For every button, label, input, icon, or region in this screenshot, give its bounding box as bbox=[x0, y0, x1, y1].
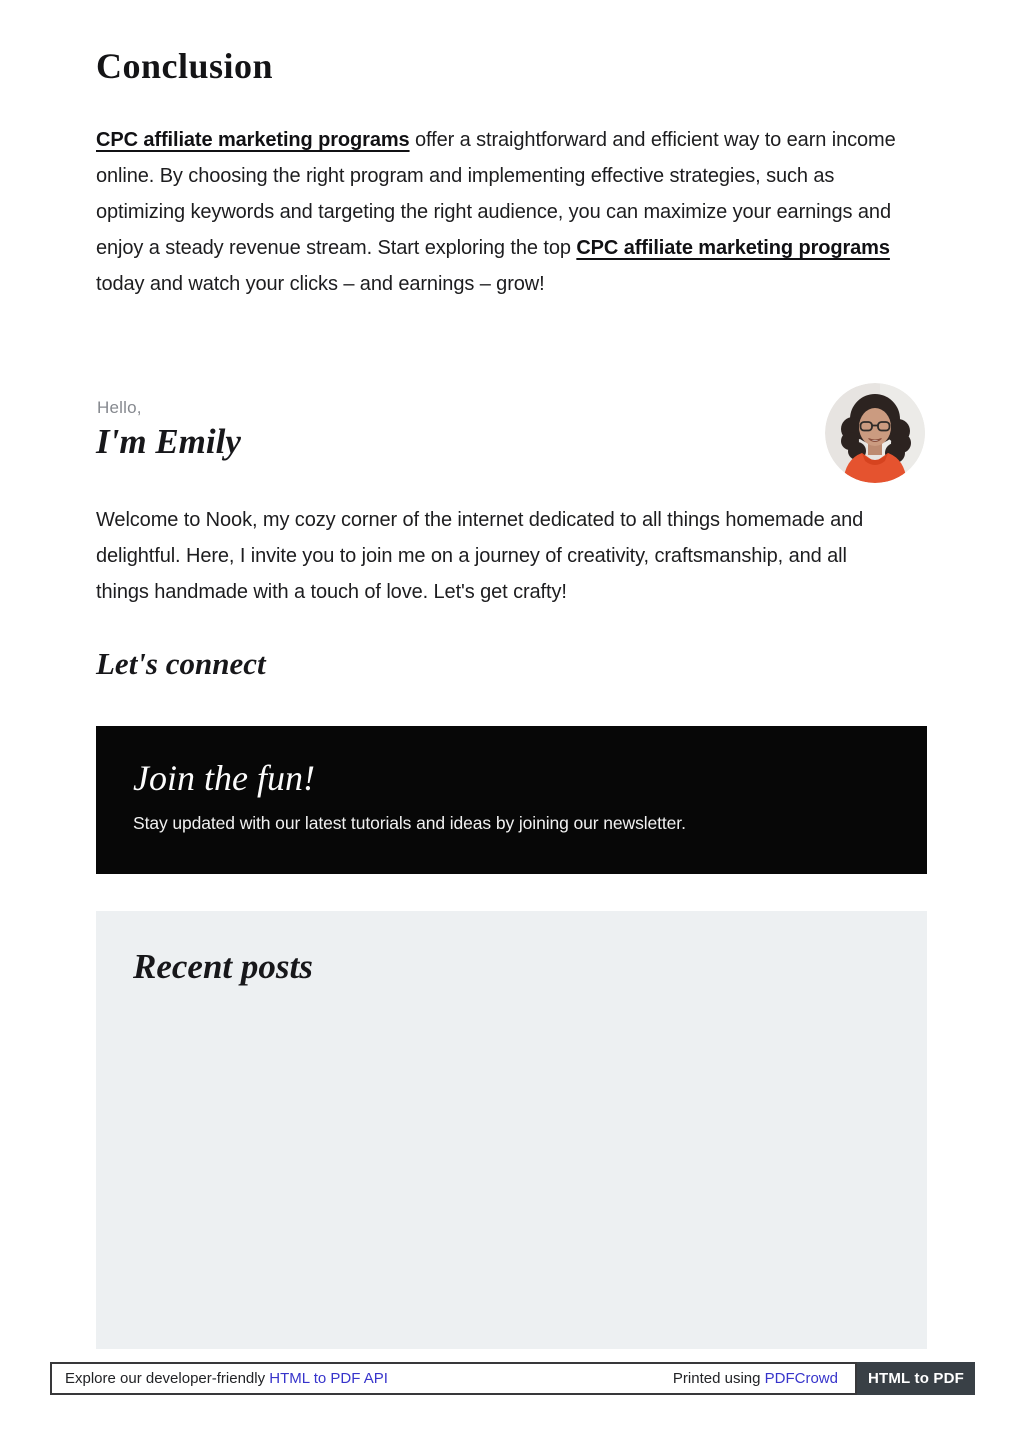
conclusion-text-2: today and watch your clicks – and earnings – grow! bbox=[96, 273, 545, 295]
pdfcrowd-footer-bar bbox=[50, 1362, 857, 1395]
cpc-affiliate-programs-link-1[interactable]: CPC affiliate marketing programs bbox=[96, 129, 410, 151]
newsletter-banner bbox=[96, 726, 927, 874]
footer-left-text: Explore our developer-friendly bbox=[65, 1370, 270, 1387]
portrait-photo-icon bbox=[825, 383, 925, 483]
footer-right-text: Printed using bbox=[672, 1370, 765, 1387]
recent-posts-section bbox=[96, 911, 927, 1349]
cpc-affiliate-programs-link-2[interactable]: CPC affiliate marketing programs bbox=[576, 237, 890, 259]
conclusion-text-1: offer a straightforward and efficient way to earn income online. By choosing the right program and implementing effective strategies, such as optimizing keywords and targeting the right audience, you can maximize your earnings and enjoy a steady revenue stream. Start exploring the top bbox=[96, 129, 896, 259]
html-to-pdf-api-link[interactable]: HTML to PDF API bbox=[269, 1370, 388, 1387]
emily-avatar-photo bbox=[825, 383, 925, 483]
greeting-text: Hello, bbox=[97, 398, 142, 417]
html-to-pdf-button[interactable]: HTML to PDF bbox=[857, 1362, 975, 1395]
footer-right bbox=[673, 1370, 838, 1387]
conclusion-heading: Conclusion bbox=[96, 46, 274, 86]
author-name-heading: I'm Emily bbox=[96, 422, 241, 461]
newsletter-subtitle: Stay updated with our latest tutorials and ideas by joining our newsletter. bbox=[133, 813, 686, 833]
recent-posts-heading: Recent posts bbox=[133, 947, 313, 986]
newsletter-title: Join the fun! bbox=[133, 758, 315, 798]
bio-paragraph: Welcome to Nook, my cozy corner of the internet dedicated to all things homemade and delightful. Here, I invite you to join me on a journey of creativity, craftsmanship, and all things handmade with a touch of love. Let's get crafty! bbox=[96, 509, 864, 603]
pdfcrowd-link[interactable]: PDFCrowd bbox=[764, 1370, 838, 1387]
lets-connect-heading: Let's connect bbox=[96, 646, 266, 681]
footer-left bbox=[65, 1370, 388, 1387]
conclusion-paragraph bbox=[96, 122, 928, 302]
